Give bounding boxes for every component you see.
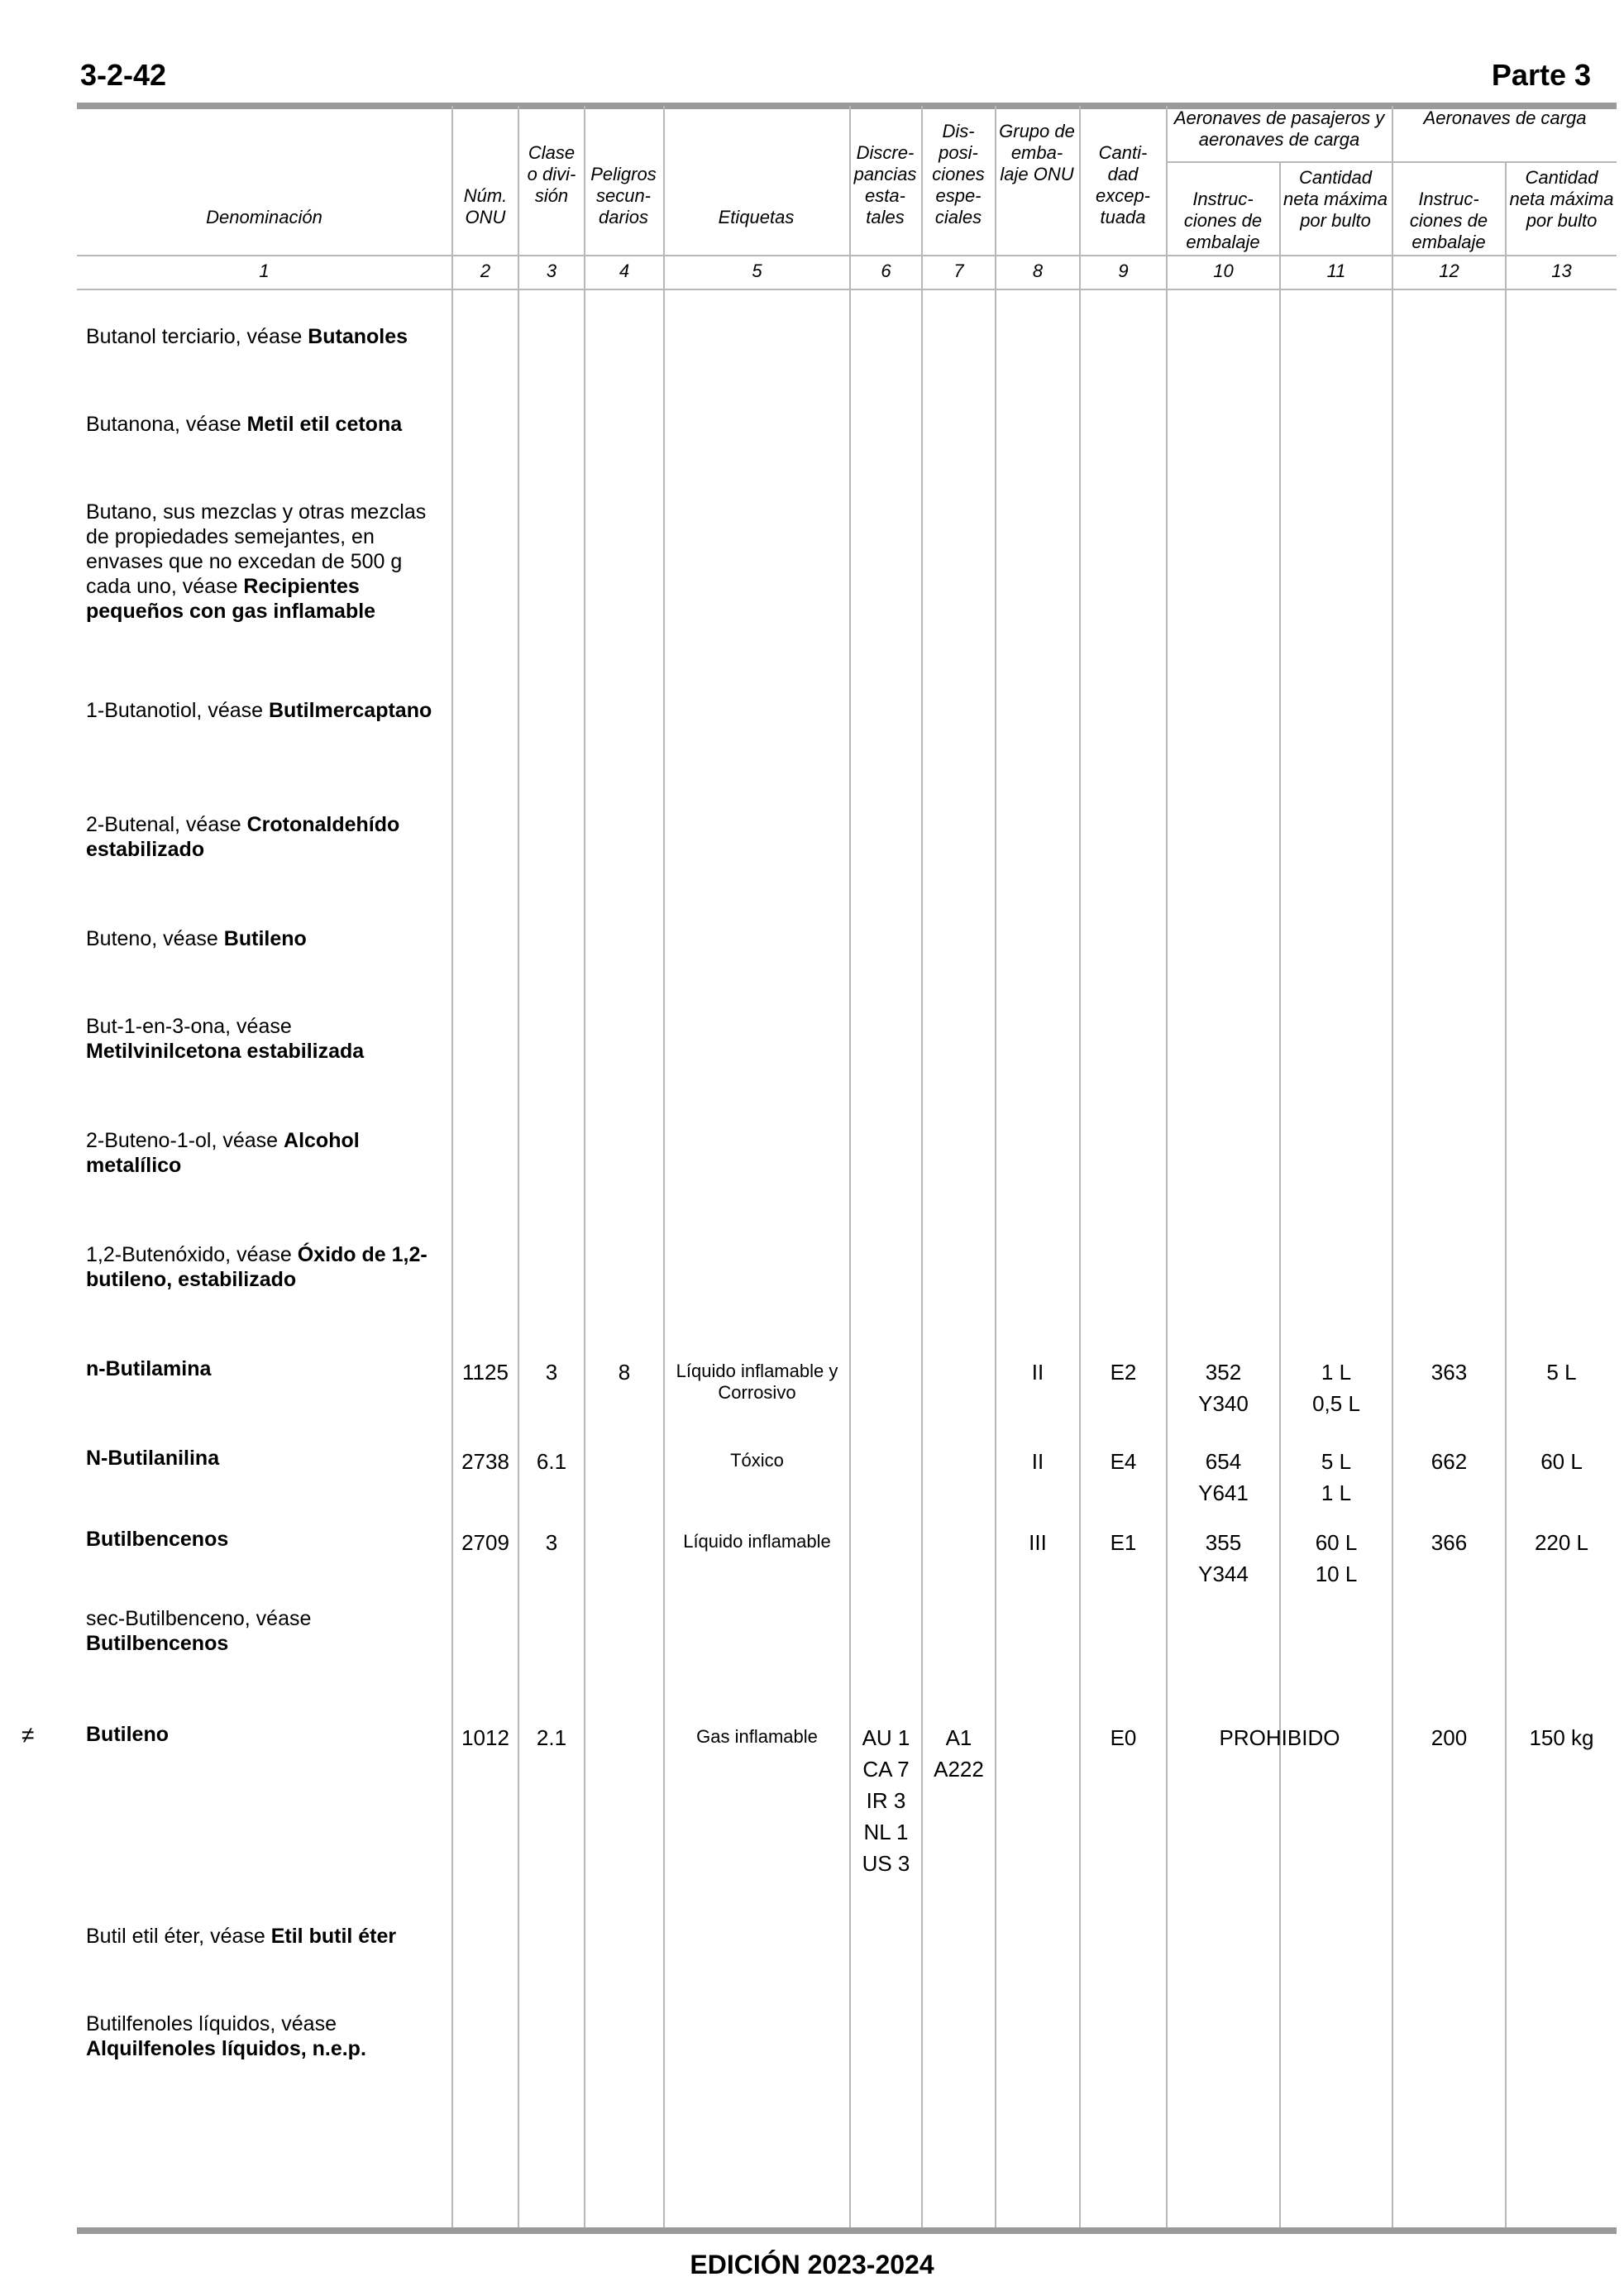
- entry-name: Butanona, véase Metil etil cetona: [86, 413, 403, 436]
- col-divider: [1279, 161, 1281, 2227]
- cargo-packing-instruction: 363: [1431, 1360, 1468, 1385]
- col-number: 10: [1213, 261, 1234, 281]
- cargo-packing-instruction: 366: [1431, 1530, 1468, 1555]
- entry-name: 2-Buteno-1-ol, véase Alcohol metalílico: [86, 1129, 360, 1177]
- col-header-10: Instruc- ciones de embalaje: [1183, 189, 1263, 252]
- forbidden-text: PROHIBIDO: [1219, 1725, 1340, 1750]
- packing-instruction: 352: [1205, 1360, 1242, 1385]
- col-header-3: Clase o divi- sión: [527, 142, 576, 206]
- state-variation: CA 7: [862, 1757, 910, 1782]
- max-quantity: 0,5 L: [1312, 1391, 1360, 1416]
- group-header-cargo: Aeronaves de carga: [1423, 108, 1587, 128]
- packing-group: III: [1029, 1530, 1047, 1555]
- col-number: 2: [480, 261, 491, 281]
- class-division: 3: [545, 1360, 558, 1385]
- un-number: 2709: [461, 1530, 509, 1555]
- col-number: 4: [619, 261, 630, 281]
- entry-name: sec-Butilbenceno, véase Butilbencenos: [86, 1607, 312, 1655]
- entry-name: Butanol terciario, véase Butanoles: [86, 325, 408, 348]
- un-number: 1125: [462, 1360, 509, 1385]
- entry-name: Butileno: [86, 1723, 169, 1746]
- label: Tóxico: [730, 1450, 784, 1471]
- un-number: 2738: [461, 1449, 509, 1474]
- class-division: 3: [545, 1530, 558, 1555]
- col-header-12: Instruc- ciones de embalaje: [1409, 189, 1488, 252]
- label: Gas inflamable: [696, 1726, 818, 1747]
- class-division: 2.1: [536, 1725, 567, 1750]
- header-divider: [77, 255, 1617, 256]
- subsidiary-hazard: 8: [618, 1360, 631, 1385]
- entry-name: 1-Butanotiol, véase Butilmercaptano: [86, 699, 432, 722]
- class-division: 6.1: [536, 1449, 567, 1474]
- col-number: 9: [1118, 261, 1129, 281]
- col-number: 13: [1551, 261, 1572, 281]
- state-variation: AU 1: [862, 1725, 910, 1750]
- col-header-2: Núm. ONU: [463, 185, 508, 227]
- col-divider: [663, 106, 665, 2227]
- col-number: 3: [546, 261, 557, 281]
- entry-name: But-1-en-3-ona, véase Metilvinilcetona estabilizada: [86, 1015, 365, 1063]
- col-divider: [1079, 106, 1081, 2227]
- entry-name: n-Butilamina: [86, 1357, 212, 1380]
- packing-group: II: [1031, 1360, 1044, 1385]
- packing-instruction: Y641: [1198, 1480, 1249, 1505]
- cargo-max-quantity: 60 L: [1540, 1449, 1583, 1474]
- entry-name: Butilfenoles líquidos, véase Alquilfenoles líquidos, n.e.p.: [86, 2012, 366, 2060]
- group-header-passenger: Aeronaves de pasajeros y aeronaves de carga: [1173, 108, 1385, 150]
- packing-group: II: [1031, 1449, 1044, 1474]
- col-header-7: Dis- posi- ciones espe- ciales: [932, 121, 985, 227]
- col-divider: [451, 106, 453, 2227]
- bottom-rule: [77, 2227, 1617, 2234]
- col-header-13: Cantidad neta máxima por bulto: [1509, 167, 1614, 231]
- change-marker: ≠: [21, 1722, 35, 1748]
- col-divider: [518, 106, 519, 2227]
- entry-name: 1,2-Butenóxido, véase Óxido de 1,2-butileno, estabilizado: [86, 1243, 427, 1291]
- col-divider: [1166, 106, 1168, 2227]
- col-divider: [849, 106, 851, 2227]
- excepted-quantity: E1: [1110, 1530, 1137, 1555]
- col-divider: [921, 106, 923, 2227]
- col-header-8: Grupo de emba- laje ONU: [999, 121, 1075, 184]
- entry-name: Butilbencenos: [86, 1528, 229, 1551]
- col-divider: [1505, 161, 1507, 2227]
- col-divider: [1392, 106, 1393, 2227]
- label: Líquido inflamable y Corrosivo: [676, 1361, 838, 1403]
- max-quantity: 1 L: [1321, 1360, 1352, 1385]
- packing-instruction: Y344: [1198, 1562, 1249, 1586]
- column-number-divider: [77, 289, 1617, 290]
- cargo-max-quantity: 220 L: [1534, 1530, 1589, 1555]
- un-number: 1012: [461, 1725, 509, 1750]
- page-number: 3-2-42: [80, 58, 167, 92]
- excepted-quantity: E4: [1110, 1449, 1137, 1474]
- special-provision: A1: [945, 1725, 972, 1750]
- part-title: Parte 3: [1491, 58, 1591, 92]
- special-provision: A222: [934, 1757, 984, 1782]
- cargo-packing-instruction: 200: [1431, 1725, 1468, 1750]
- max-quantity: 1 L: [1321, 1480, 1352, 1505]
- col-number: 7: [953, 261, 964, 281]
- col-number: 11: [1326, 261, 1346, 281]
- col-number: 1: [259, 261, 270, 281]
- max-quantity: 5 L: [1321, 1449, 1352, 1474]
- entry-name: Butil etil éter, véase Etil butil éter: [86, 1925, 397, 1948]
- label: Líquido inflamable: [683, 1531, 831, 1552]
- col-header-4: Peligros secun- darios: [590, 164, 657, 227]
- col-divider: [584, 106, 585, 2227]
- max-quantity: 10 L: [1315, 1562, 1358, 1586]
- state-variation: US 3: [862, 1851, 910, 1876]
- col-number: 8: [1032, 261, 1044, 281]
- col-header-9: Canti- dad excep- tuada: [1095, 142, 1151, 227]
- col-divider: [995, 106, 996, 2227]
- excepted-quantity: E2: [1110, 1360, 1137, 1385]
- col-number: 6: [881, 261, 891, 281]
- col-header-5: Etiquetas: [718, 207, 795, 227]
- col-header-1: Denominación: [206, 207, 322, 227]
- max-quantity: 60 L: [1315, 1530, 1358, 1555]
- packing-instruction: 654: [1205, 1449, 1242, 1474]
- packing-instruction: 355: [1205, 1530, 1242, 1555]
- entry-name: Butano, sus mezclas y otras mezclas de propiedades semejantes, en envases que no excedan de 500 g cada uno, véase Recipientes pequeños con gas inflamable: [86, 500, 427, 623]
- col-number: 5: [752, 261, 762, 281]
- packing-instruction: Y340: [1198, 1391, 1249, 1416]
- col-number: 12: [1439, 261, 1459, 281]
- cargo-packing-instruction: 662: [1431, 1449, 1468, 1474]
- col-header-11: Cantidad neta máxima por bulto: [1283, 167, 1388, 231]
- state-variation: IR 3: [866, 1788, 906, 1813]
- cargo-max-quantity: 5 L: [1546, 1360, 1577, 1385]
- entry-name: Buteno, véase Butileno: [86, 927, 307, 950]
- state-variation: NL 1: [863, 1820, 909, 1844]
- excepted-quantity: E0: [1110, 1725, 1137, 1750]
- cargo-max-quantity: 150 kg: [1529, 1725, 1594, 1750]
- col-header-6: Discre- pancias esta- tales: [853, 142, 917, 227]
- entry-name: N-Butilanilina: [86, 1447, 220, 1470]
- entry-name: 2-Butenal, véase Crotonaldehído estabilizado: [86, 813, 400, 861]
- edition-footer: EDICIÓN 2023-2024: [690, 2250, 934, 2279]
